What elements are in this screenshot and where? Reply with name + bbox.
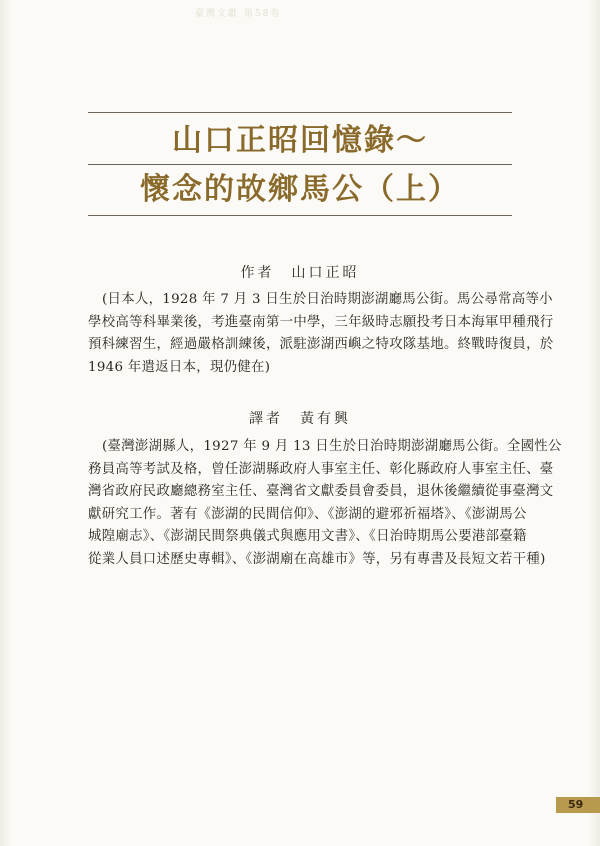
- title-line-1: 山口正昭回憶錄～: [172, 123, 428, 158]
- title-bottom-rule: [88, 215, 512, 216]
- author-bio: [88, 289, 554, 379]
- translator-bio-line: 從業人員口述歷史專輯》、《澎湖廟在高雄市》等，另有專書及長短文若干種): [88, 551, 546, 567]
- author-bio-line: 學校高等科畢業後，考進臺南第一中學，三年級時志願投考日本海軍甲種飛行: [88, 314, 554, 330]
- author-bio-line: (日本人，1928 年 7 月 3 日生於日治時期澎湖廳馬公街。馬公尋常高等小: [102, 292, 553, 307]
- author-bio-line: 1946 年遣返日本，現仍健在): [88, 359, 271, 375]
- translator-byline: 譯者 黃有興: [249, 411, 351, 427]
- translator-bio-line: 灣省政府民政廳總務室主任、臺灣省文獻委員會委員，退休後繼續從事臺灣文: [88, 484, 554, 500]
- translator-bio-line: 務員高等考試及格，曾任澎湖縣政府人事室主任、彰化縣政府人事室主任、臺: [88, 461, 554, 477]
- title-line-2: 懷念的故鄉馬公（上）: [140, 172, 460, 207]
- translator-bio-line: 獻研究工作。著有《澎湖的民間信仰》、《澎湖的避邪祈福塔》、《澎湖馬公: [88, 506, 527, 522]
- title-top-rule: [88, 112, 512, 113]
- translator-bio-line: 城隍廟志》、《澎湖民間祭典儀式與應用文書》、《日治時期馬公要港部臺籍: [88, 529, 527, 545]
- translator-bio: [88, 436, 562, 572]
- author-bio-line: 預科練習生，經過嚴格訓練後，派駐澎湖西嶼之特攻隊基地。終戰時復員，於: [88, 337, 554, 353]
- title-middle-rule: [88, 164, 512, 165]
- faint-running-header: 臺灣文獻 第58卷: [195, 9, 282, 19]
- translator-bio-line: (臺灣澎湖縣人，1927 年 9 月 13 日生於日治時期澎湖廳馬公街。全國性公: [102, 439, 562, 454]
- page-number: 59: [556, 797, 600, 813]
- author-byline: 作者 山口正昭: [240, 265, 360, 281]
